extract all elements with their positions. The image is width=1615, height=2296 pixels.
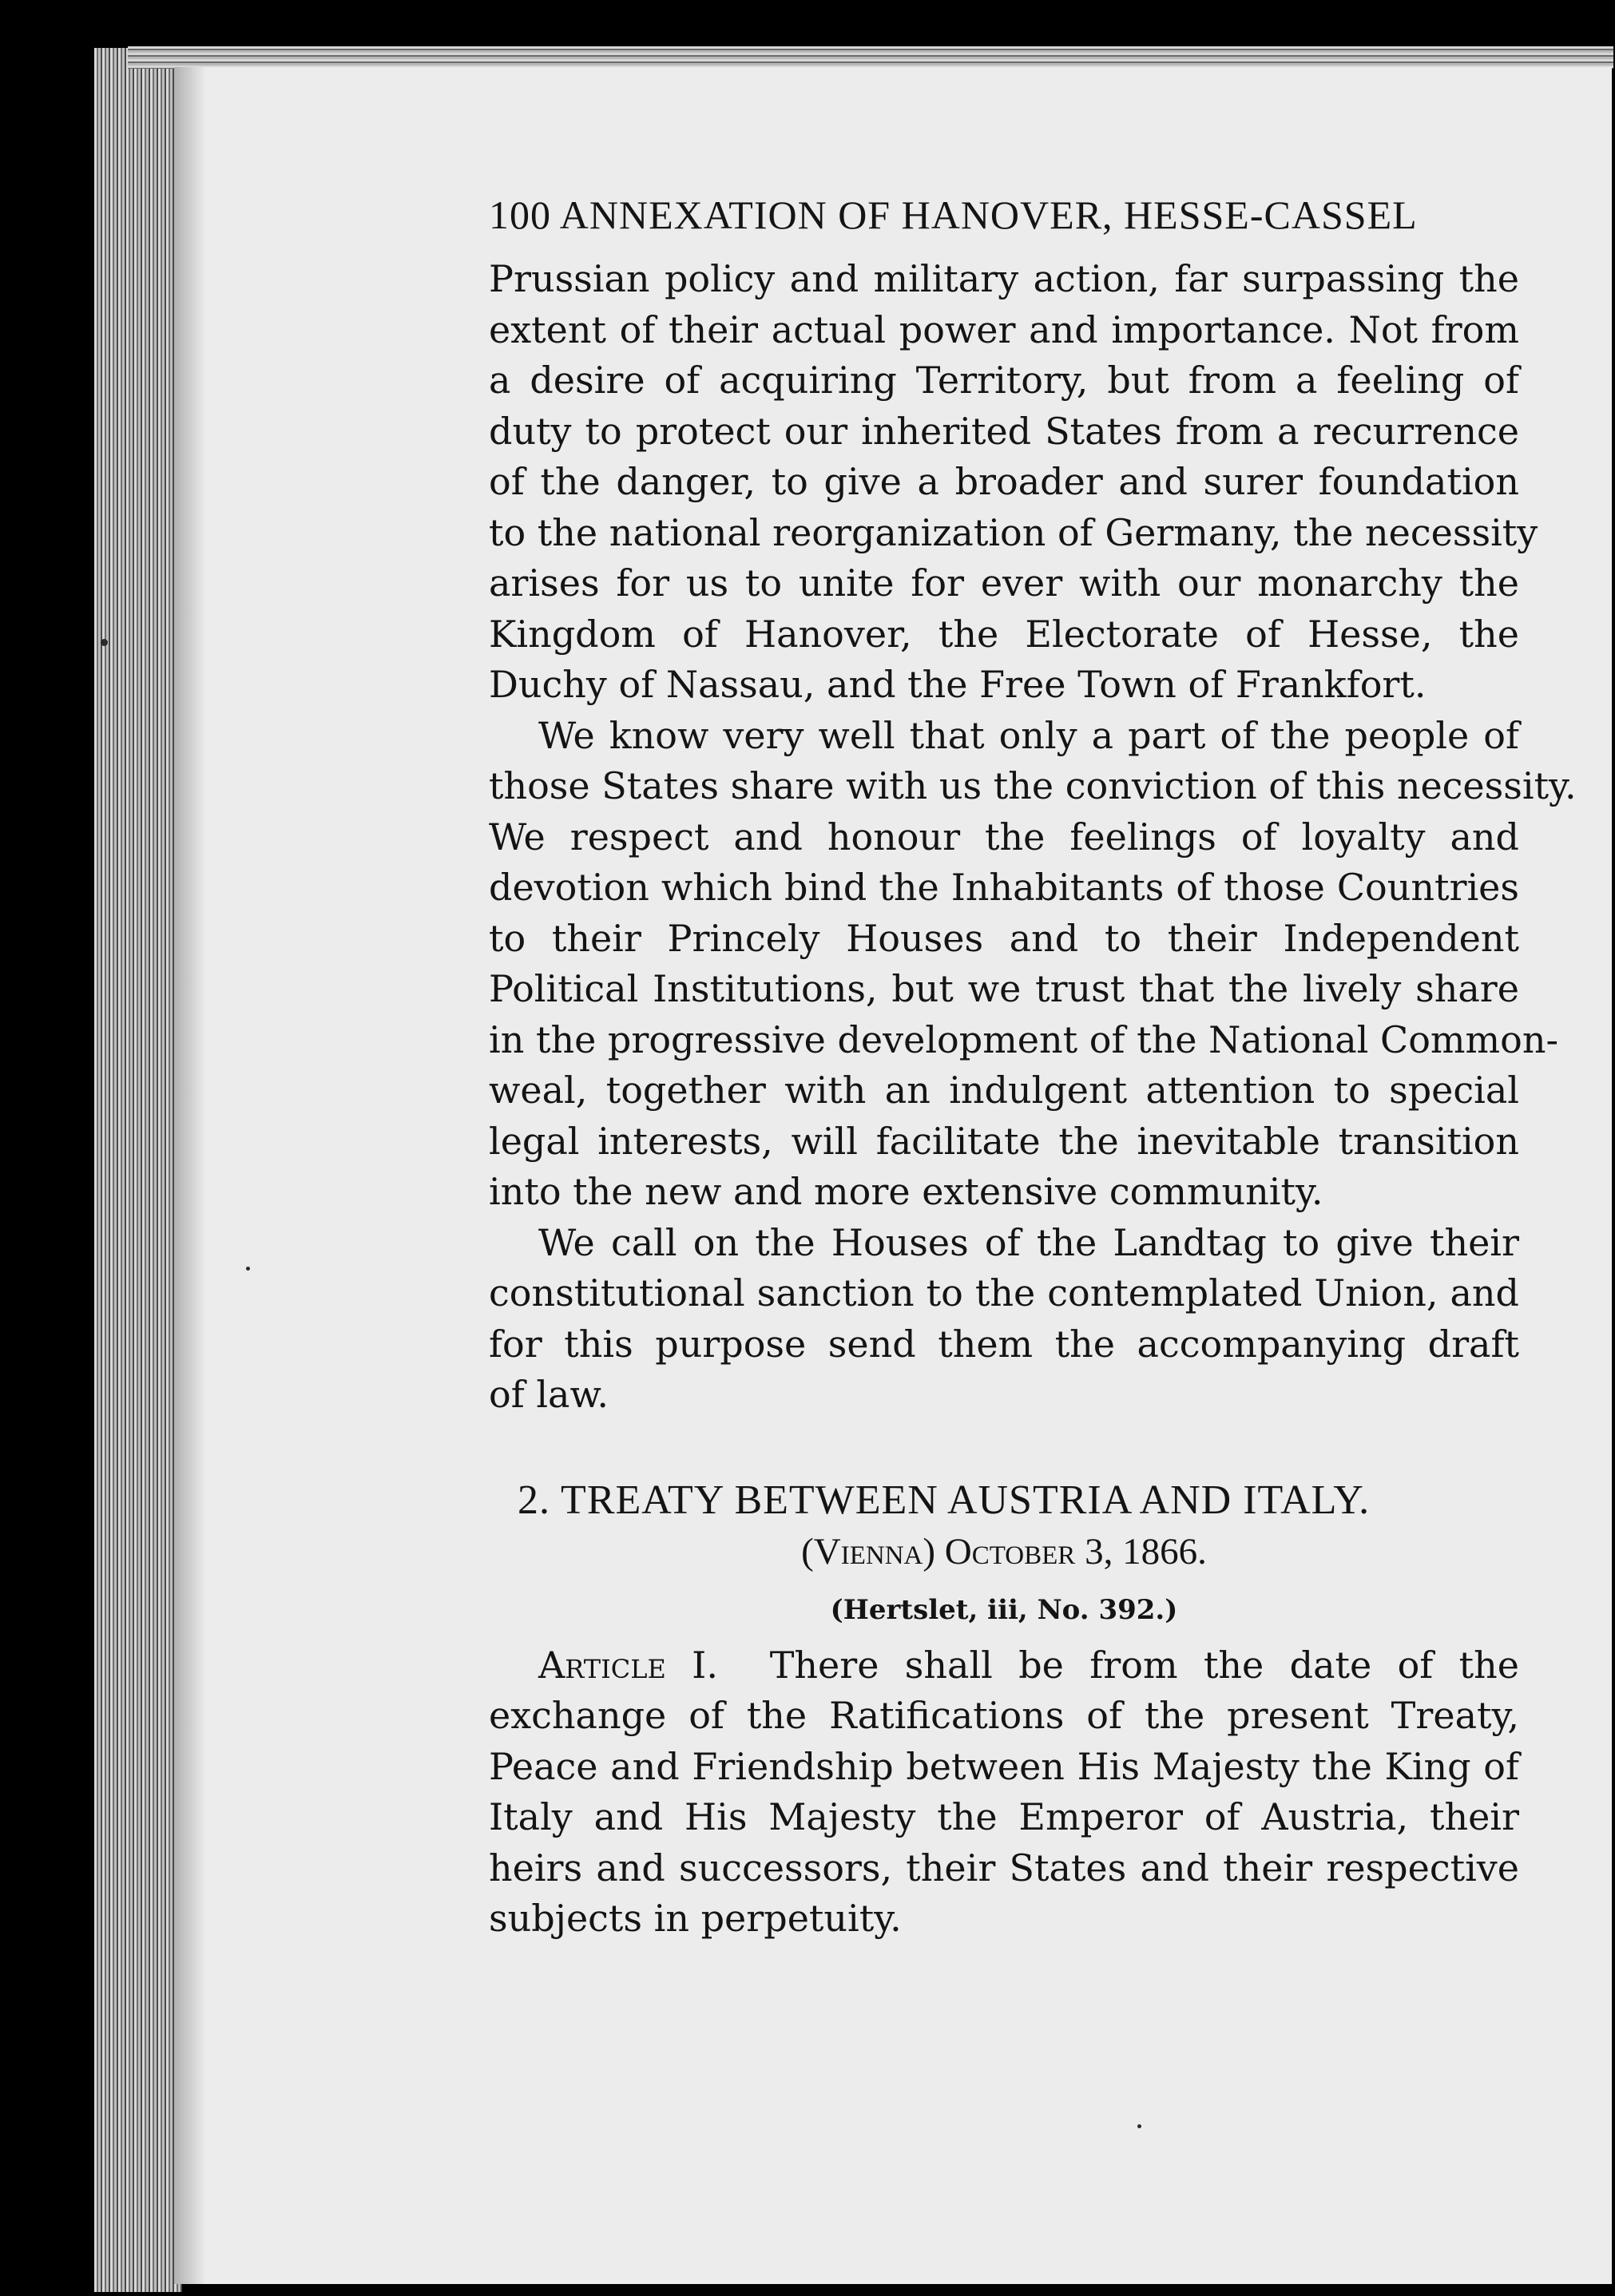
ink-speck [1137,2124,1141,2128]
gutter-shadow [174,67,206,2284]
text-line: those States share with us the conviction of this necessity. [489,764,1577,807]
text-line: to the national reorganization of Germany, the necessity [489,510,1538,554]
text-line: duty to protect our inherited States from a recurrence [489,409,1519,453]
text-line: a desire of acquiring Territory, but from a feeling of [489,359,1519,402]
paragraph-3 [489,1218,1519,1421]
text-line: legal interests, will facilitate the inevitable transition [489,1119,1519,1163]
running-head: 100 ANNEXATION OF HANOVER, HESSE-CASSEL [489,192,1418,237]
book-page-edges-top [128,46,1613,69]
text-line: for this purpose send them the accompanying draft [489,1322,1519,1366]
article-1 [489,1640,1519,1945]
text-line: Kingdom of Hanover, the Electorate of Hesse, the [489,612,1519,656]
text-line: We know very well that only a part of the people of [538,713,1519,757]
text-line: into the new and more extensive community. [489,1170,1323,1213]
text-line: Political Institutions, but we trust that the lively share [489,967,1519,1010]
text-line: Peace and Friendship between His Majesty the King of [489,1744,1519,1788]
article-first-line [489,1640,1519,1691]
text-line: of law. [489,1373,609,1416]
text-line: We respect and honour the feelings of loyalty and [489,815,1519,859]
text-line: heirs and successors, their States and their respective [489,1846,1519,1890]
article-label: Article I. [538,1643,718,1687]
ink-speck [101,639,108,646]
text-line: to their Princely Houses and to their Independent [489,916,1519,960]
text-line: subjects in perpetuity. [489,1897,902,1940]
text-line: devotion which bind the Inhabitants of those Countries [489,866,1519,909]
text-line: weal, together with an indulgent attention to special [489,1069,1519,1112]
book-page-edges [94,48,182,2292]
section-date: (Vienna) October 3, 1866. [801,1530,1207,1572]
paragraph-2 [489,711,1577,1218]
section-title: 2. TREATY BETWEEN AUSTRIA AND ITALY. [518,1477,1371,1523]
ink-speck [246,1267,250,1271]
text-line: in the progressive development of the National Common- [489,1017,1559,1061]
text-line: constitutional sanction to the contemplated Union, and [489,1271,1519,1315]
text-line: of the danger, to give a broader and surer foundation [489,460,1519,503]
text-line: exchange of the Ratifications of the present Treaty, [489,1694,1519,1737]
text-line: Prussian policy and military action, far surpassing the [489,257,1519,300]
section-source: (Hertslet, iii, No. 392.) [830,1593,1178,1626]
page-content [489,192,1577,1945]
paragraph-1 [489,254,1538,711]
text-line: arises for us to unite for ever with our monarchy the [489,561,1519,605]
text-line: Duchy of Nassau, and the Free Town of Frankfort. [489,663,1427,706]
text-line: We call on the Houses of the Landtag to give their [538,1220,1519,1264]
text-line: Italy and His Majesty the Emperor of Austria, their [489,1795,1519,1838]
article-text: There shall be from the date of the [769,1643,1519,1687]
text-line: extent of their actual power and importance. Not from [489,307,1519,351]
